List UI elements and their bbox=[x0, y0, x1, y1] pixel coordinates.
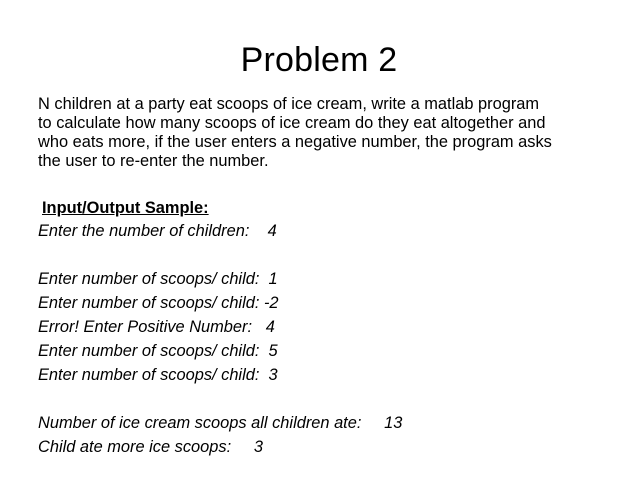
problem-statement: N children at a party eat scoops of ice cream, write a matlab program to calculate how many scoops of ice cream do they eat altogether and who eats more, if the user enters a negative number, the program asks the user to re-enter the number. bbox=[38, 95, 552, 170]
sample-line-blank bbox=[38, 243, 402, 267]
sample-output bbox=[38, 219, 402, 459]
sample-line-error: Error! Enter Positive Number: 4 bbox=[38, 318, 275, 336]
sample-line-scoops-2: Enter number of scoops/ child: -2 bbox=[38, 294, 279, 312]
sample-line-scoops-1: Enter number of scoops/ child: 1 bbox=[38, 270, 278, 288]
sample-line-total: Number of ice cream scoops all children ate: 13 bbox=[38, 414, 403, 432]
sample-line-blank bbox=[38, 387, 402, 411]
sample-line-scoops-4: Enter number of scoops/ child: 3 bbox=[38, 366, 278, 384]
sample-line-max: Child ate more ice scoops: 3 bbox=[38, 438, 264, 456]
slide-title: Problem 2 bbox=[240, 41, 398, 79]
sample-heading: Input/Output Sample: bbox=[42, 199, 209, 217]
sample-line-children: Enter the number of children: 4 bbox=[38, 222, 277, 240]
sample-line-scoops-3: Enter number of scoops/ child: 5 bbox=[38, 342, 278, 360]
